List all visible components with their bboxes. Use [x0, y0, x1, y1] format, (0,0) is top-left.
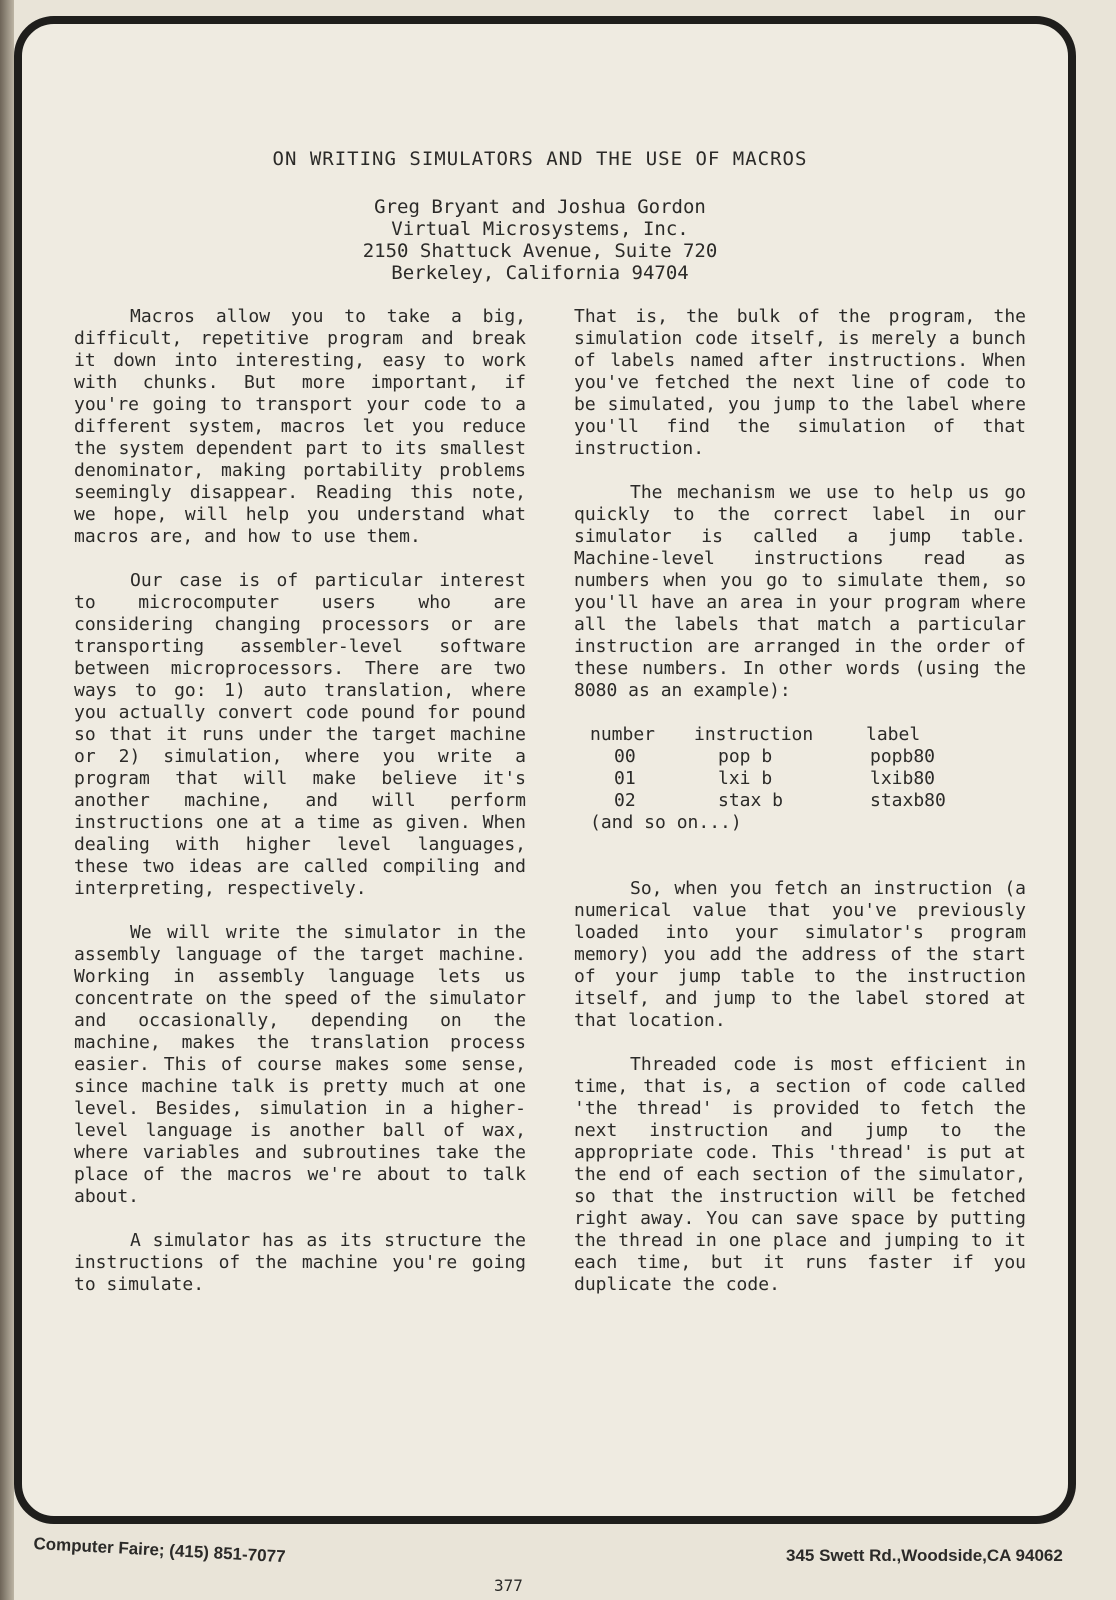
paragraph: So, when you fetch an instruction (a numerical value that you've previously loaded into your simulator's program memory) you add the address of the start of your jump table to the instruction itself, and jump to the label stored at that location. — [574, 878, 1026, 1031]
cell-label: lxib80 — [870, 768, 936, 789]
table-row — [590, 790, 1026, 812]
footer-address: 345 Swett Rd.,Woodside,CA 94062 — [786, 1546, 1063, 1565]
cell-number: 02 — [614, 790, 636, 811]
cell-label: staxb80 — [870, 790, 946, 811]
jump-table — [590, 724, 1026, 834]
author-city: Berkeley, California 94704 — [391, 262, 689, 284]
table-row — [590, 768, 1026, 790]
header-number: number — [590, 724, 656, 745]
article-header — [60, 148, 1020, 284]
cell-number: 00 — [614, 746, 636, 767]
cell-instruction: stax b — [718, 790, 784, 811]
jump-table-header — [590, 724, 1026, 746]
table-row — [590, 746, 1026, 768]
header-instruction: instruction — [694, 724, 814, 745]
article-title: ON WRITING SIMULATORS AND THE USE OF MACROS — [272, 148, 808, 170]
footer-publisher: Computer Faire; (415) 851-7077 — [33, 1534, 286, 1567]
paragraph: Our case is of particular interest to microcomputer users who are considering changing processors or are transporting assembler-level software between microprocessors. There are two ways to go: 1) auto translation, where you actually convert code pound for pound so that it runs under the target machine or 2) simulation, where you write a program that will make believe it's another machine, and will perform instructions one at a time as given. When dealing with higher level languages, these two ideas are called compiling and interpreting, respectively. — [74, 570, 526, 899]
paragraph: Macros allow you to take a big, difficult, repetitive program and break it down into interesting, easy to work with chunks. But more important, if you're going to transport your code to a different system, macros let you reduce the system dependent part to its smallest denominator, making portability problems seemingly disappear. Reading this note, we hope, will help you understand what macros are, and how to use them. — [74, 306, 526, 547]
author-company: Virtual Microsystems, Inc. — [391, 218, 689, 240]
cell-label: popb80 — [870, 746, 936, 767]
page-number: 377 — [494, 1576, 523, 1595]
left-column — [74, 306, 526, 1318]
cell-instruction: pop b — [718, 746, 773, 767]
paragraph: A simulator has as its structure the instructions of the machine you're going to simulate. — [74, 1230, 526, 1295]
paragraph: Threaded code is most efficient in time, that is, a section of code called 'the thread' is provided to fetch the next instruction and jump to the appropriate code. This 'thread' is put at the end of each section of the simulator, so that the instruction will be fetched right away. You can save space by putting the thread in one place and jumping to it each time, but it runs faster if you duplicate the code. — [574, 1054, 1026, 1295]
cell-number: 01 — [614, 768, 636, 789]
paragraph: We will write the simulator in the assembly language of the target machine. Working in assembly language lets us concentrate on the speed of the simulator and occasionally, depending on the machine, makes the translation process easier. This of course makes some sense, since machine talk is pretty much at one level. Besides, simulation in a higher-level language is another ball of wax, where variables and subroutines take the place of the macros we're about to talk about. — [74, 922, 526, 1207]
cell-instruction: lxi b — [718, 768, 773, 789]
jump-table-note: (and so on...) — [590, 812, 742, 833]
header-label: label — [866, 724, 921, 745]
page-binding-edge — [0, 0, 14, 1600]
paragraph: That is, the bulk of the program, the simulation code itself, is merely a bunch of labels named after instructions. When you've fetched the next line of code to be simulated, you jump to the label where you'll find the simulation of that instruction. — [574, 306, 1026, 459]
author-names: Greg Bryant and Joshua Gordon — [374, 196, 706, 218]
paragraph: The mechanism we use to help us go quickly to the correct label in our simulator is called a jump table. Machine-level instructions read as numbers when you go to simulate them, so you'll have an area in your program where all the labels that match a particular instruction are arranged in the order of these numbers. In other words (using the 8080 as an example): — [574, 482, 1026, 701]
right-column — [574, 306, 1026, 1318]
author-street: 2150 Shattuck Avenue, Suite 720 — [362, 240, 718, 262]
